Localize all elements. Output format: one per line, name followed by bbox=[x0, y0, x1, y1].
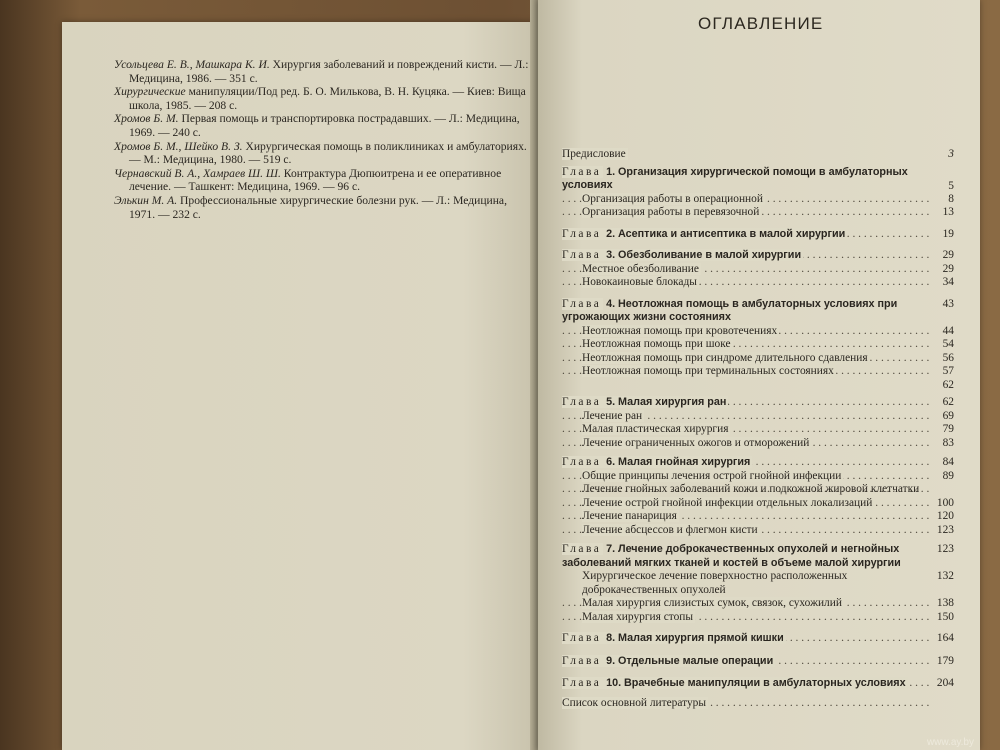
toc-page: 164 bbox=[936, 632, 954, 644]
toc-chapter-5 bbox=[562, 396, 954, 410]
toc-label: Лечение острой гнойной инфекции отдельных локализаций bbox=[582, 496, 873, 509]
toc-page: 69 bbox=[942, 409, 954, 422]
toc-sub bbox=[562, 510, 954, 524]
chapter-num: 3. bbox=[606, 249, 616, 261]
chapter-title: Малая гнойная хирургия bbox=[618, 456, 751, 468]
bib-entry bbox=[114, 140, 534, 167]
toc-label: Лечение ограниченных ожогов и отморожений bbox=[582, 436, 810, 449]
toc-page: 62 bbox=[942, 396, 954, 408]
toc-page: 19 bbox=[942, 227, 954, 240]
toc-sub bbox=[562, 263, 954, 277]
chapter-title: Отдельные малые операции bbox=[618, 654, 774, 667]
toc-page: 44 bbox=[942, 324, 954, 337]
bib-author: Хромов Б. М. bbox=[114, 112, 179, 126]
chapter-word: Глава bbox=[562, 543, 602, 555]
bib-entry bbox=[114, 167, 534, 194]
toc-chapter-2 bbox=[562, 228, 954, 242]
chapter-num: 6. bbox=[606, 456, 616, 468]
toc-page: 79 bbox=[942, 423, 954, 435]
chapter-title: Неотложная помощь в амбулаторных условиях при угрожающих жизни состояниях bbox=[562, 297, 898, 323]
toc-page: 29 bbox=[942, 249, 954, 261]
toc-label: Неотложная помощь при кровотечениях bbox=[582, 324, 778, 337]
chapter-word: Глава bbox=[562, 249, 602, 261]
toc-page: 204 bbox=[936, 677, 954, 689]
chapter-title: Обезболивание в малой хирургии bbox=[618, 249, 802, 261]
toc-label: Общие принципы лечения острой гнойной инфекции bbox=[582, 469, 842, 482]
bib-entry bbox=[114, 112, 534, 139]
chapter-word: Глава bbox=[562, 297, 602, 310]
toc-label: Лечение гнойных заболеваний кожи и подкожной жировой клетчатки bbox=[582, 483, 920, 495]
toc-page: 150 bbox=[936, 610, 954, 623]
bib-text: Контрактура Дюпюитрена и ее оперативное лечение. — Ташкент: Медицина, 1969. — 96 с. bbox=[129, 166, 502, 194]
chapter-word: Глава bbox=[562, 456, 602, 468]
right-page bbox=[538, 0, 980, 750]
chapter-word: Глава bbox=[562, 632, 602, 644]
toc-sub bbox=[562, 276, 954, 290]
toc-sub bbox=[562, 470, 954, 484]
bib-text: манипуляции/Под ред. Б. О. Милькова, В. Н. Куцяка. — Киев: Вища школа, 1985. — 208 с. bbox=[129, 85, 526, 112]
toc-page: 123 bbox=[936, 543, 954, 555]
toc-label: Малая хирургия стопы bbox=[582, 610, 694, 623]
chapter-word: Глава bbox=[562, 396, 602, 408]
toc-page: 84 bbox=[942, 456, 954, 468]
toc-page: 120 bbox=[936, 510, 954, 522]
toc-sub bbox=[562, 483, 954, 497]
bib-text: Профессиональные хирургические болезни рук. — Л.: Медицина, 1971. — 232 с. bbox=[129, 193, 507, 221]
toc-page: 89 bbox=[942, 469, 954, 482]
chapter-title: Лечение доброкачественных опухолей и негнойных заболеваний мягких тканей и костей в объеме малой хирургии bbox=[562, 543, 901, 569]
chapter-num: 1. bbox=[606, 165, 616, 178]
toc-page: 29 bbox=[942, 262, 954, 275]
toc-page: 62 bbox=[942, 378, 954, 391]
toc-label: Неотложная помощь при синдроме длительного сдавления bbox=[582, 351, 868, 364]
toc-page: 5 bbox=[948, 179, 954, 192]
left-page bbox=[62, 22, 534, 750]
bib-text: Хирургия заболеваний и повреждений кисти. — Л.: Медицина, 1986. — 351 с. bbox=[129, 58, 529, 85]
toc-row-preface bbox=[562, 148, 954, 162]
toc-label: Список основной литературы bbox=[562, 696, 707, 709]
chapter-num: 9. bbox=[606, 654, 616, 667]
toc-sub bbox=[562, 570, 954, 597]
toc-page: 100 bbox=[936, 496, 954, 509]
toc-label: Предисловие bbox=[562, 148, 626, 160]
chapter-word: Глава bbox=[562, 165, 602, 178]
toc-page: 54 bbox=[942, 338, 954, 350]
toc-sub bbox=[562, 325, 954, 339]
toc-page: 57 bbox=[942, 365, 954, 377]
toc-label: Неотложная помощь при терминальных состояниях bbox=[582, 365, 834, 377]
toc-page: 179 bbox=[936, 654, 954, 667]
chapter-num: 8. bbox=[606, 632, 616, 644]
toc-chapter-6 bbox=[562, 456, 954, 470]
bib-author: Элькин М. А. bbox=[114, 193, 178, 207]
toc-label: Новокаиновые блокады bbox=[582, 276, 697, 288]
toc-page: 43 bbox=[942, 297, 954, 310]
toc-chapter-10 bbox=[562, 677, 954, 691]
toc-page: 56 bbox=[942, 351, 954, 364]
table-of-contents bbox=[562, 148, 954, 710]
toc-sub bbox=[562, 206, 954, 220]
chapter-title: Асептика и антисептика в малой хирургии bbox=[618, 227, 846, 240]
watermark-text: www.ay.by bbox=[926, 737, 974, 748]
toc-page: 34 bbox=[942, 276, 954, 288]
toc-page: 3 bbox=[948, 148, 954, 160]
toc-label: Лечение абсцессов и флегмон кисти bbox=[582, 523, 758, 536]
toc-sub bbox=[562, 193, 954, 207]
toc-sub bbox=[562, 365, 954, 379]
toc-sub bbox=[562, 597, 954, 611]
bib-entry bbox=[114, 194, 534, 221]
bib-text: Первая помощь и транспортировка пострадавших. — Л.: Медицина, 1969. — 240 с. bbox=[129, 112, 520, 139]
bib-author: Хромов Б. М., Шейко В. З. bbox=[114, 139, 243, 153]
toc-label: Местное обезболивание bbox=[582, 262, 699, 275]
toc-page: 13 bbox=[942, 206, 954, 218]
toc-chapter-4 bbox=[562, 298, 954, 325]
chapter-word: Глава bbox=[562, 677, 602, 689]
chapter-title: Врачебные манипуляции в амбулаторных условиях bbox=[624, 677, 906, 689]
toc-sub bbox=[562, 338, 954, 352]
toc-label: Неотложная помощь при шоке bbox=[582, 338, 731, 350]
bib-entry bbox=[114, 85, 534, 112]
toc-label: Организация работы в операционной bbox=[582, 192, 763, 205]
chapter-num: 5. bbox=[606, 396, 616, 408]
bib-entry bbox=[114, 58, 534, 85]
toc-label: Лечение панариция bbox=[582, 510, 677, 522]
toc-sub bbox=[562, 611, 954, 625]
chapter-word: Глава bbox=[562, 227, 602, 240]
bib-text: Хирургическая помощь в поликлиниках и амбулаториях. — М.: Медицина, 1980. — 519 с. bbox=[129, 139, 527, 167]
toc-label: Малая хирургия слизистых сумок, связок, сухожилий bbox=[582, 597, 842, 609]
chapter-num: 7. bbox=[606, 543, 616, 555]
toc-sub bbox=[562, 410, 954, 424]
toc-chapter-8 bbox=[562, 632, 954, 646]
toc-chapter-3 bbox=[562, 249, 954, 263]
toc-title: ОГЛАВЛЕНИЕ bbox=[698, 14, 824, 33]
toc-label: Организация работы в перевязочной bbox=[582, 206, 760, 218]
toc-row-references bbox=[562, 697, 954, 711]
bib-author: Усольцева Е. В., Машкара К. И. bbox=[114, 58, 270, 71]
chapter-title: Малая хирургия ран bbox=[618, 396, 727, 408]
toc-sub bbox=[562, 524, 954, 538]
toc-page-only bbox=[562, 379, 954, 393]
chapter-title: Малая хирургия прямой кишки bbox=[618, 632, 784, 644]
toc-sub bbox=[562, 423, 954, 437]
toc-page: 123 bbox=[936, 523, 954, 536]
toc-sub bbox=[562, 352, 954, 366]
toc-chapter-7 bbox=[562, 543, 954, 570]
chapter-word: Глава bbox=[562, 654, 602, 667]
toc-label: Лечение ран bbox=[582, 409, 643, 422]
bibliography-list bbox=[114, 58, 534, 221]
toc-sub bbox=[562, 437, 954, 451]
toc-page: 132 bbox=[936, 570, 954, 582]
chapter-num: 4. bbox=[606, 297, 616, 310]
toc-sub bbox=[562, 497, 954, 511]
toc-label: Малая пластическая хирургия bbox=[582, 423, 729, 435]
bib-author: Чернавский В. А., Хамраев Ш. Ш. bbox=[114, 166, 281, 180]
toc-chapter-9 bbox=[562, 655, 954, 669]
chapter-title: Организация хирургической помощи в амбулаторных условиях bbox=[562, 165, 908, 191]
toc-page: 138 bbox=[936, 597, 954, 609]
toc-page: 83 bbox=[942, 436, 954, 449]
bib-author: Хирургические bbox=[114, 85, 186, 99]
toc-label: Хирургическое лечение поверхностно расположенных доброкачественных опухолей bbox=[582, 570, 848, 596]
chapter-num: 10. bbox=[606, 677, 622, 689]
toc-page: 8 bbox=[948, 192, 954, 205]
toc-chapter-1 bbox=[562, 166, 954, 193]
chapter-num: 2. bbox=[606, 227, 616, 240]
